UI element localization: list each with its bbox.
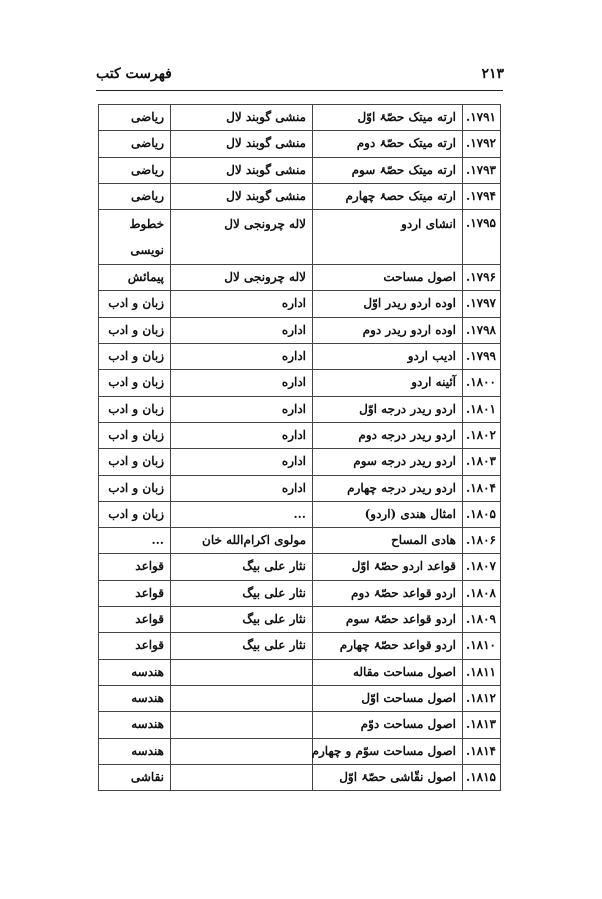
table-row [99, 475, 501, 501]
table-row [99, 607, 501, 633]
entry-number: ۱۸۰۳. [463, 449, 501, 475]
author-name: اداره [171, 475, 313, 501]
author-name: اداره [171, 396, 313, 422]
table-row [99, 344, 501, 370]
entry-number: ۱۷۹۸. [463, 317, 501, 343]
table-row [99, 685, 501, 711]
subject-category: ... [99, 528, 171, 554]
table-row [99, 183, 501, 209]
author-name: منشی گوبند لال [171, 131, 313, 157]
entry-number: ۱۷۹۴. [463, 183, 501, 209]
entry-number: ۱۸۱۳. [463, 712, 501, 738]
entry-number: ۱۸۱۱. [463, 659, 501, 685]
author-name: نثار علی بیگ [171, 554, 313, 580]
table-row [99, 157, 501, 183]
author-name: ... [171, 501, 313, 527]
entry-number: ۱۸۱۰. [463, 633, 501, 659]
subject-category: هندسه [99, 738, 171, 764]
author-name: نثار علی بیگ [171, 607, 313, 633]
author-name: اداره [171, 370, 313, 396]
table-row [99, 265, 501, 291]
catalog-body [99, 105, 501, 791]
author-name [171, 659, 313, 685]
catalog-table [98, 104, 501, 791]
table-row [99, 738, 501, 764]
subject-category: قواعد [99, 580, 171, 606]
book-title: اصول مساحت [313, 265, 463, 291]
subject-category: هندسه [99, 659, 171, 685]
entry-number: ۱۷۹۷. [463, 291, 501, 317]
table-row [99, 396, 501, 422]
author-name: منشی گوبند لال [171, 105, 313, 131]
entry-number: ۱۷۹۶. [463, 265, 501, 291]
table-row [99, 501, 501, 527]
table-row [99, 659, 501, 685]
author-name: اداره [171, 422, 313, 448]
subject-category: زبان و ادب [99, 501, 171, 527]
subject-category: قواعد [99, 633, 171, 659]
table-row [99, 712, 501, 738]
table-row [99, 291, 501, 317]
subject-category: پیمائش [99, 265, 171, 291]
book-title: امثال هندی (اردو) [313, 501, 463, 527]
subject-category: ریاضی [99, 183, 171, 209]
subject-category: زبان و ادب [99, 344, 171, 370]
entry-number: ۱۷۹۵. [463, 210, 501, 265]
book-title: اصول مساحت سوّم و چهارم [313, 738, 463, 764]
author-name [171, 764, 313, 790]
table-row [99, 210, 501, 265]
book-title: اردو قواعد حصّۂ سوم [313, 607, 463, 633]
entry-number: ۱۸۰۰. [463, 370, 501, 396]
subject-category: نقاشی [99, 764, 171, 790]
entry-number: ۱۷۹۳. [463, 157, 501, 183]
entry-number: ۱۷۹۲. [463, 131, 501, 157]
book-title: آئینه اردو [313, 370, 463, 396]
author-name: اداره [171, 344, 313, 370]
author-name [171, 738, 313, 764]
page-number: ۲۱۳ [481, 66, 504, 82]
entry-number: ۱۸۰۶. [463, 528, 501, 554]
entry-number: ۱۸۰۹. [463, 607, 501, 633]
book-title: اردو قواعد حصّۂ چهارم [313, 633, 463, 659]
table-row [99, 764, 501, 790]
subject-category: هندسه [99, 712, 171, 738]
book-title: اصول نقّاشی حصّۂ اوّل [313, 764, 463, 790]
subject-category: زبان و ادب [99, 449, 171, 475]
entry-number: ۱۸۰۴. [463, 475, 501, 501]
entry-number: ۱۸۰۲. [463, 422, 501, 448]
subject-category: هندسه [99, 685, 171, 711]
book-title: ارته میتک حصۂ چهارم [313, 183, 463, 209]
author-name [171, 685, 313, 711]
table-row [99, 422, 501, 448]
book-title: هادی المساح [313, 528, 463, 554]
author-name: مولوی اکرام‌الله خان [171, 528, 313, 554]
table-row [99, 370, 501, 396]
subject-category: زبان و ادب [99, 396, 171, 422]
subject-category: زبان و ادب [99, 422, 171, 448]
table-row [99, 528, 501, 554]
table-row [99, 449, 501, 475]
author-name: اداره [171, 317, 313, 343]
author-name: منشی گوبند لال [171, 183, 313, 209]
book-title: ادیب اردو [313, 344, 463, 370]
header-rule [96, 90, 503, 91]
book-title: اردو ریدر درجه اوّل [313, 396, 463, 422]
entry-number: ۱۷۹۱. [463, 105, 501, 131]
book-title: اردو قواعد حصّۂ دوم [313, 580, 463, 606]
author-name: اداره [171, 449, 313, 475]
subject-category: قواعد [99, 554, 171, 580]
subject-category: ریاضی [99, 131, 171, 157]
subject-category: قواعد [99, 607, 171, 633]
book-title: اردو ریدر درجه دوم [313, 422, 463, 448]
book-title: اوده اردو ریدر دوم [313, 317, 463, 343]
author-name: لاله چرونجی لال [171, 210, 313, 265]
book-title: اردو ریدر درجه چهارم [313, 475, 463, 501]
table-row [99, 580, 501, 606]
subject-category: ریاضی [99, 157, 171, 183]
subject-category: زبان و ادب [99, 370, 171, 396]
table-row [99, 633, 501, 659]
table-row [99, 105, 501, 131]
table-row [99, 317, 501, 343]
book-title: اصول مساحت مقاله [313, 659, 463, 685]
subject-category: زبان و ادب [99, 317, 171, 343]
entry-number: ۱۸۰۸. [463, 580, 501, 606]
book-title: اصول مساحت دوّم [313, 712, 463, 738]
page-title: فهرست کتب [96, 66, 172, 82]
entry-number: ۱۸۱۵. [463, 764, 501, 790]
author-name [171, 712, 313, 738]
book-title: انشای اردو [313, 210, 463, 265]
author-name: اداره [171, 291, 313, 317]
author-name: نثار علی بیگ [171, 580, 313, 606]
entry-number: ۱۸۱۴. [463, 738, 501, 764]
book-title: اوده اردو ریدر اوّل [313, 291, 463, 317]
subject-category: خطوط نویسی [99, 210, 171, 265]
subject-category: زبان و ادب [99, 475, 171, 501]
entry-number: ۱۷۹۹. [463, 344, 501, 370]
entry-number: ۱۸۰۱. [463, 396, 501, 422]
subject-category: ریاضی [99, 105, 171, 131]
table-row [99, 554, 501, 580]
author-name: منشی گوبند لال [171, 157, 313, 183]
book-title: ارته میتک حصّۂ دوم [313, 131, 463, 157]
author-name: لاله چرونجی لال [171, 265, 313, 291]
entry-number: ۱۸۰۵. [463, 501, 501, 527]
book-title: ارته میتک حصّۂ سوم [313, 157, 463, 183]
book-title: اردو ریدر درجه سوم [313, 449, 463, 475]
author-name: نثار علی بیگ [171, 633, 313, 659]
entry-number: ۱۸۰۷. [463, 554, 501, 580]
entry-number: ۱۸۱۲. [463, 685, 501, 711]
table-row [99, 131, 501, 157]
subject-category: زبان و ادب [99, 291, 171, 317]
book-title: قواعد اردو حصّۂ اوّل [313, 554, 463, 580]
book-title: ارته میتک حصّۂ اوّل [313, 105, 463, 131]
book-title: اصول مساحت اوّل [313, 685, 463, 711]
